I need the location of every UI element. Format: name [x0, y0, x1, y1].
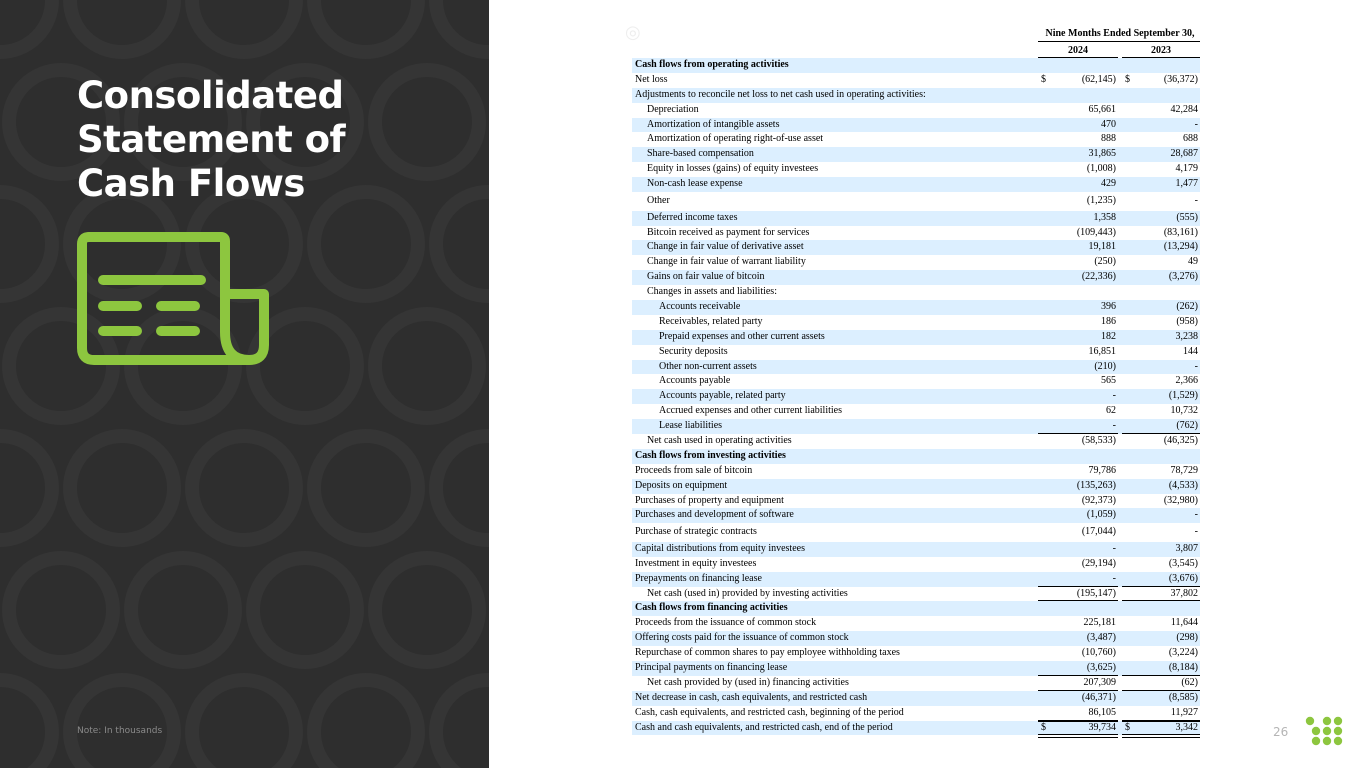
row-label: Security deposits: [659, 345, 728, 357]
value-2023: 78,729: [1170, 464, 1198, 476]
row-label: Repurchase of common shares to pay employee withholding taxes: [635, 647, 900, 659]
row-label: Change in fair value of warrant liability: [647, 256, 806, 268]
column-header-2024: 2024: [1068, 45, 1088, 56]
table-row: [632, 315, 1200, 330]
value-2023: (3,545): [1168, 557, 1198, 569]
table-row: [632, 721, 1200, 736]
table-row: [632, 211, 1200, 226]
row-label: Principal payments on financing lease: [635, 662, 788, 674]
table-row: [632, 374, 1200, 389]
table-row: [632, 226, 1200, 241]
table-row: [632, 557, 1200, 572]
value-2024: (250): [1094, 256, 1116, 268]
value-2024: -: [1112, 420, 1116, 432]
table-row: [632, 360, 1200, 375]
row-label: Purchase of strategic contracts: [635, 526, 757, 538]
value-2023: (3,224): [1168, 647, 1198, 659]
row-label: Proceeds from sale of bitcoin: [635, 464, 753, 476]
row-label: Accounts payable, related party: [659, 390, 786, 402]
table-row: [632, 572, 1200, 587]
total-rule: [1038, 721, 1118, 722]
row-label: Prepaid expenses and other current assets: [659, 330, 825, 342]
value-2024: (3,625): [1086, 662, 1116, 674]
row-label: Depreciation: [647, 103, 699, 115]
value-2023: (13,294): [1163, 241, 1198, 253]
header-rule: [1038, 41, 1200, 42]
row-label: Accounts receivable: [659, 300, 741, 312]
cash-flow-table: [632, 58, 1200, 735]
left-panel: [0, 0, 489, 768]
table-row: [632, 345, 1200, 360]
section-header-row: [632, 449, 1200, 464]
value-2023: 1,477: [1175, 178, 1198, 190]
value-2024: (29,194): [1081, 557, 1116, 569]
table-row: [632, 542, 1200, 557]
row-label: Prepayments on financing lease: [635, 572, 762, 584]
value-2023: (8,585): [1168, 691, 1198, 703]
page-number: 26: [1273, 725, 1289, 739]
value-2023: (62): [1181, 676, 1198, 688]
table-row: [632, 177, 1200, 192]
value-2024: (3,487): [1086, 632, 1116, 644]
table-row: [632, 162, 1200, 177]
row-label: Equity in losses (gains) of equity investees: [647, 163, 819, 175]
table-row: [632, 661, 1200, 676]
table-row: [632, 523, 1200, 542]
table-row: [632, 132, 1200, 147]
value-2024: 888: [1101, 133, 1116, 145]
table-row: [632, 88, 1200, 103]
value-2023: (1,529): [1168, 390, 1198, 402]
table-row: [632, 192, 1200, 211]
row-label: Net cash (used in) provided by investing activities: [647, 587, 848, 599]
value-2024: (62,145): [1081, 73, 1116, 85]
row-label: Accounts payable: [659, 375, 731, 387]
row-label: Purchases and development of software: [635, 509, 794, 521]
value-2024: 79,786: [1088, 464, 1116, 476]
value-2023: 10,732: [1170, 405, 1198, 417]
table-row: [632, 676, 1200, 691]
value-2024: 16,851: [1088, 345, 1116, 357]
column-header-2023: 2023: [1151, 45, 1171, 56]
table-row: [632, 389, 1200, 404]
value-2023: 3,342: [1175, 721, 1198, 733]
row-label: Share-based compensation: [647, 148, 754, 160]
watermark-icon: ◎: [625, 22, 641, 43]
value-2024: 429: [1101, 178, 1116, 190]
section-header-row: [632, 58, 1200, 73]
row-label: Accrued expenses and other current liabilities: [659, 405, 842, 417]
double-underline-rule: [1122, 734, 1200, 738]
value-2024: 225,181: [1083, 617, 1116, 629]
value-2024: 470: [1101, 118, 1116, 130]
row-label: Cash and cash equivalents, and restricted cash, end of the period: [635, 721, 893, 733]
value-2024: (135,263): [1076, 479, 1116, 491]
table-row: [632, 255, 1200, 270]
table-row: [632, 147, 1200, 162]
table-row: [632, 73, 1200, 88]
row-label: Lease liabilities: [659, 420, 723, 432]
value-2024: (1,059): [1086, 509, 1116, 521]
row-label: Amortization of intangible assets: [647, 118, 780, 130]
value-2024: (10,760): [1081, 647, 1116, 659]
value-2023: (46,325): [1163, 434, 1198, 446]
section-header-row: [632, 601, 1200, 616]
row-label: Net loss: [635, 73, 668, 85]
currency-symbol-2023: $: [1125, 721, 1130, 733]
value-2024: 1,358: [1093, 211, 1116, 223]
table-row: [632, 118, 1200, 133]
row-label: Non-cash lease expense: [647, 178, 743, 190]
value-2024: (58,533): [1081, 434, 1116, 446]
table-row: [632, 434, 1200, 449]
value-2024: 65,661: [1088, 103, 1116, 115]
table-row: [632, 419, 1200, 434]
value-2023: (555): [1176, 211, 1198, 223]
table-row: [632, 300, 1200, 315]
row-label: Cash flows from financing activities: [635, 602, 788, 614]
value-2023: 3,807: [1175, 542, 1198, 554]
value-2024: 396: [1101, 300, 1116, 312]
double-underline-rule: [1038, 734, 1118, 738]
row-label: Other: [647, 195, 670, 207]
value-2023: -: [1194, 360, 1198, 372]
value-2023: 3,238: [1175, 330, 1198, 342]
value-2023: -: [1194, 509, 1198, 521]
value-2024: 86,105: [1088, 706, 1116, 718]
row-label: Other non-current assets: [659, 360, 757, 372]
value-2023: (262): [1176, 300, 1198, 312]
value-2024: 31,865: [1088, 148, 1116, 160]
value-2023: 4,179: [1175, 163, 1198, 175]
row-label: Capital distributions from equity investees: [635, 542, 805, 554]
value-2024: -: [1112, 572, 1116, 584]
value-2023: 49: [1188, 256, 1198, 268]
value-2023: (3,676): [1168, 572, 1198, 584]
row-label: Change in fair value of derivative asset: [647, 241, 804, 253]
row-label: Cash, cash equivalents, and restricted cash, beginning of the period: [635, 706, 904, 718]
note-text: Note: In thousands: [77, 726, 163, 736]
row-label: Investment in equity investees: [635, 557, 757, 569]
value-2023: (36,372): [1163, 73, 1198, 85]
value-2023: (3,276): [1168, 271, 1198, 283]
table-row: [632, 691, 1200, 706]
value-2023: 688: [1183, 133, 1198, 145]
total-rule: [1122, 721, 1200, 722]
table-row: [632, 285, 1200, 300]
table-row: [632, 330, 1200, 345]
title-line-3: Cash Flows: [77, 162, 305, 205]
table-row: [632, 103, 1200, 118]
value-2023: (762): [1176, 420, 1198, 432]
value-2024: 19,181: [1088, 241, 1116, 253]
row-label: Proceeds from the issuance of common stock: [635, 617, 817, 629]
row-label: Receivables, related party: [659, 315, 763, 327]
table-row: [632, 616, 1200, 631]
value-2024: (109,443): [1076, 226, 1116, 238]
value-2023: (83,161): [1163, 226, 1198, 238]
value-2023: 2,366: [1175, 375, 1198, 387]
value-2023: 28,687: [1170, 148, 1198, 160]
period-header: Nine Months Ended September 30,: [1045, 28, 1195, 39]
value-2024: (195,147): [1076, 587, 1116, 599]
table-row: [632, 587, 1200, 602]
title-line-2: Statement of: [77, 118, 346, 161]
row-label: Changes in assets and liabilities:: [647, 286, 777, 298]
table-row: [632, 464, 1200, 479]
value-2024: (46,371): [1081, 691, 1116, 703]
title-line-1: Consolidated: [77, 74, 344, 117]
row-label: Offering costs paid for the issuance of common stock: [635, 632, 849, 644]
value-2024: (1,008): [1086, 163, 1116, 175]
value-2023: (298): [1176, 632, 1198, 644]
table-row: [632, 706, 1200, 721]
value-2023: (32,980): [1163, 494, 1198, 506]
table-row: [632, 631, 1200, 646]
value-2023: 144: [1183, 345, 1198, 357]
page-title: [77, 74, 437, 206]
value-2024: (92,373): [1081, 494, 1116, 506]
value-2024: -: [1112, 542, 1116, 554]
currency-symbol-2023: $: [1125, 73, 1130, 85]
value-2023: 11,927: [1170, 706, 1198, 718]
value-2023: 11,644: [1170, 617, 1198, 629]
table-row: [632, 270, 1200, 285]
row-label: Net cash provided by (used in) financing activities: [647, 676, 849, 688]
green-dots-logo-icon: [1305, 716, 1343, 746]
currency-symbol-2024: $: [1041, 721, 1046, 733]
document-icon: [77, 232, 273, 370]
value-2023: -: [1194, 526, 1198, 538]
row-label: Bitcoin received as payment for services: [647, 226, 810, 238]
currency-symbol-2024: $: [1041, 73, 1046, 85]
row-label: Gains on fair value of bitcoin: [647, 271, 765, 283]
value-2023: (4,533): [1168, 479, 1198, 491]
value-2023: -: [1194, 195, 1198, 207]
row-label: Adjustments to reconcile net loss to net cash used in operating activities:: [635, 88, 926, 100]
value-2024: 207,309: [1083, 676, 1116, 688]
value-2023: 42,284: [1170, 103, 1198, 115]
table-row: [632, 646, 1200, 661]
row-label: Amortization of operating right-of-use asset: [647, 133, 824, 145]
value-2024: 565: [1101, 375, 1116, 387]
row-label: Net decrease in cash, cash equivalents, and restricted cash: [635, 691, 868, 703]
row-label: Net cash used in operating activities: [647, 434, 792, 446]
value-2024: 186: [1101, 315, 1116, 327]
value-2024: (1,235): [1086, 195, 1116, 207]
value-2024: 39,734: [1088, 721, 1116, 733]
row-label: Purchases of property and equipment: [635, 494, 784, 506]
row-label: Cash flows from operating activities: [635, 59, 789, 70]
row-label: Deposits on equipment: [635, 479, 728, 491]
table-row: [632, 479, 1200, 494]
value-2024: (17,044): [1081, 526, 1116, 538]
value-2024: -: [1112, 390, 1116, 402]
table-row: [632, 508, 1200, 523]
table-row: [632, 494, 1200, 509]
table-row: [632, 404, 1200, 419]
value-2023: 37,802: [1170, 587, 1198, 599]
value-2023: -: [1194, 118, 1198, 130]
value-2023: (8,184): [1168, 662, 1198, 674]
value-2024: (22,336): [1081, 271, 1116, 283]
row-label: Cash flows from investing activities: [635, 449, 786, 461]
value-2024: (210): [1094, 360, 1116, 372]
row-label: Deferred income taxes: [647, 211, 738, 223]
value-2024: 182: [1101, 330, 1116, 342]
table-row: [632, 240, 1200, 255]
value-2023: (958): [1176, 315, 1198, 327]
value-2024: 62: [1106, 405, 1116, 417]
